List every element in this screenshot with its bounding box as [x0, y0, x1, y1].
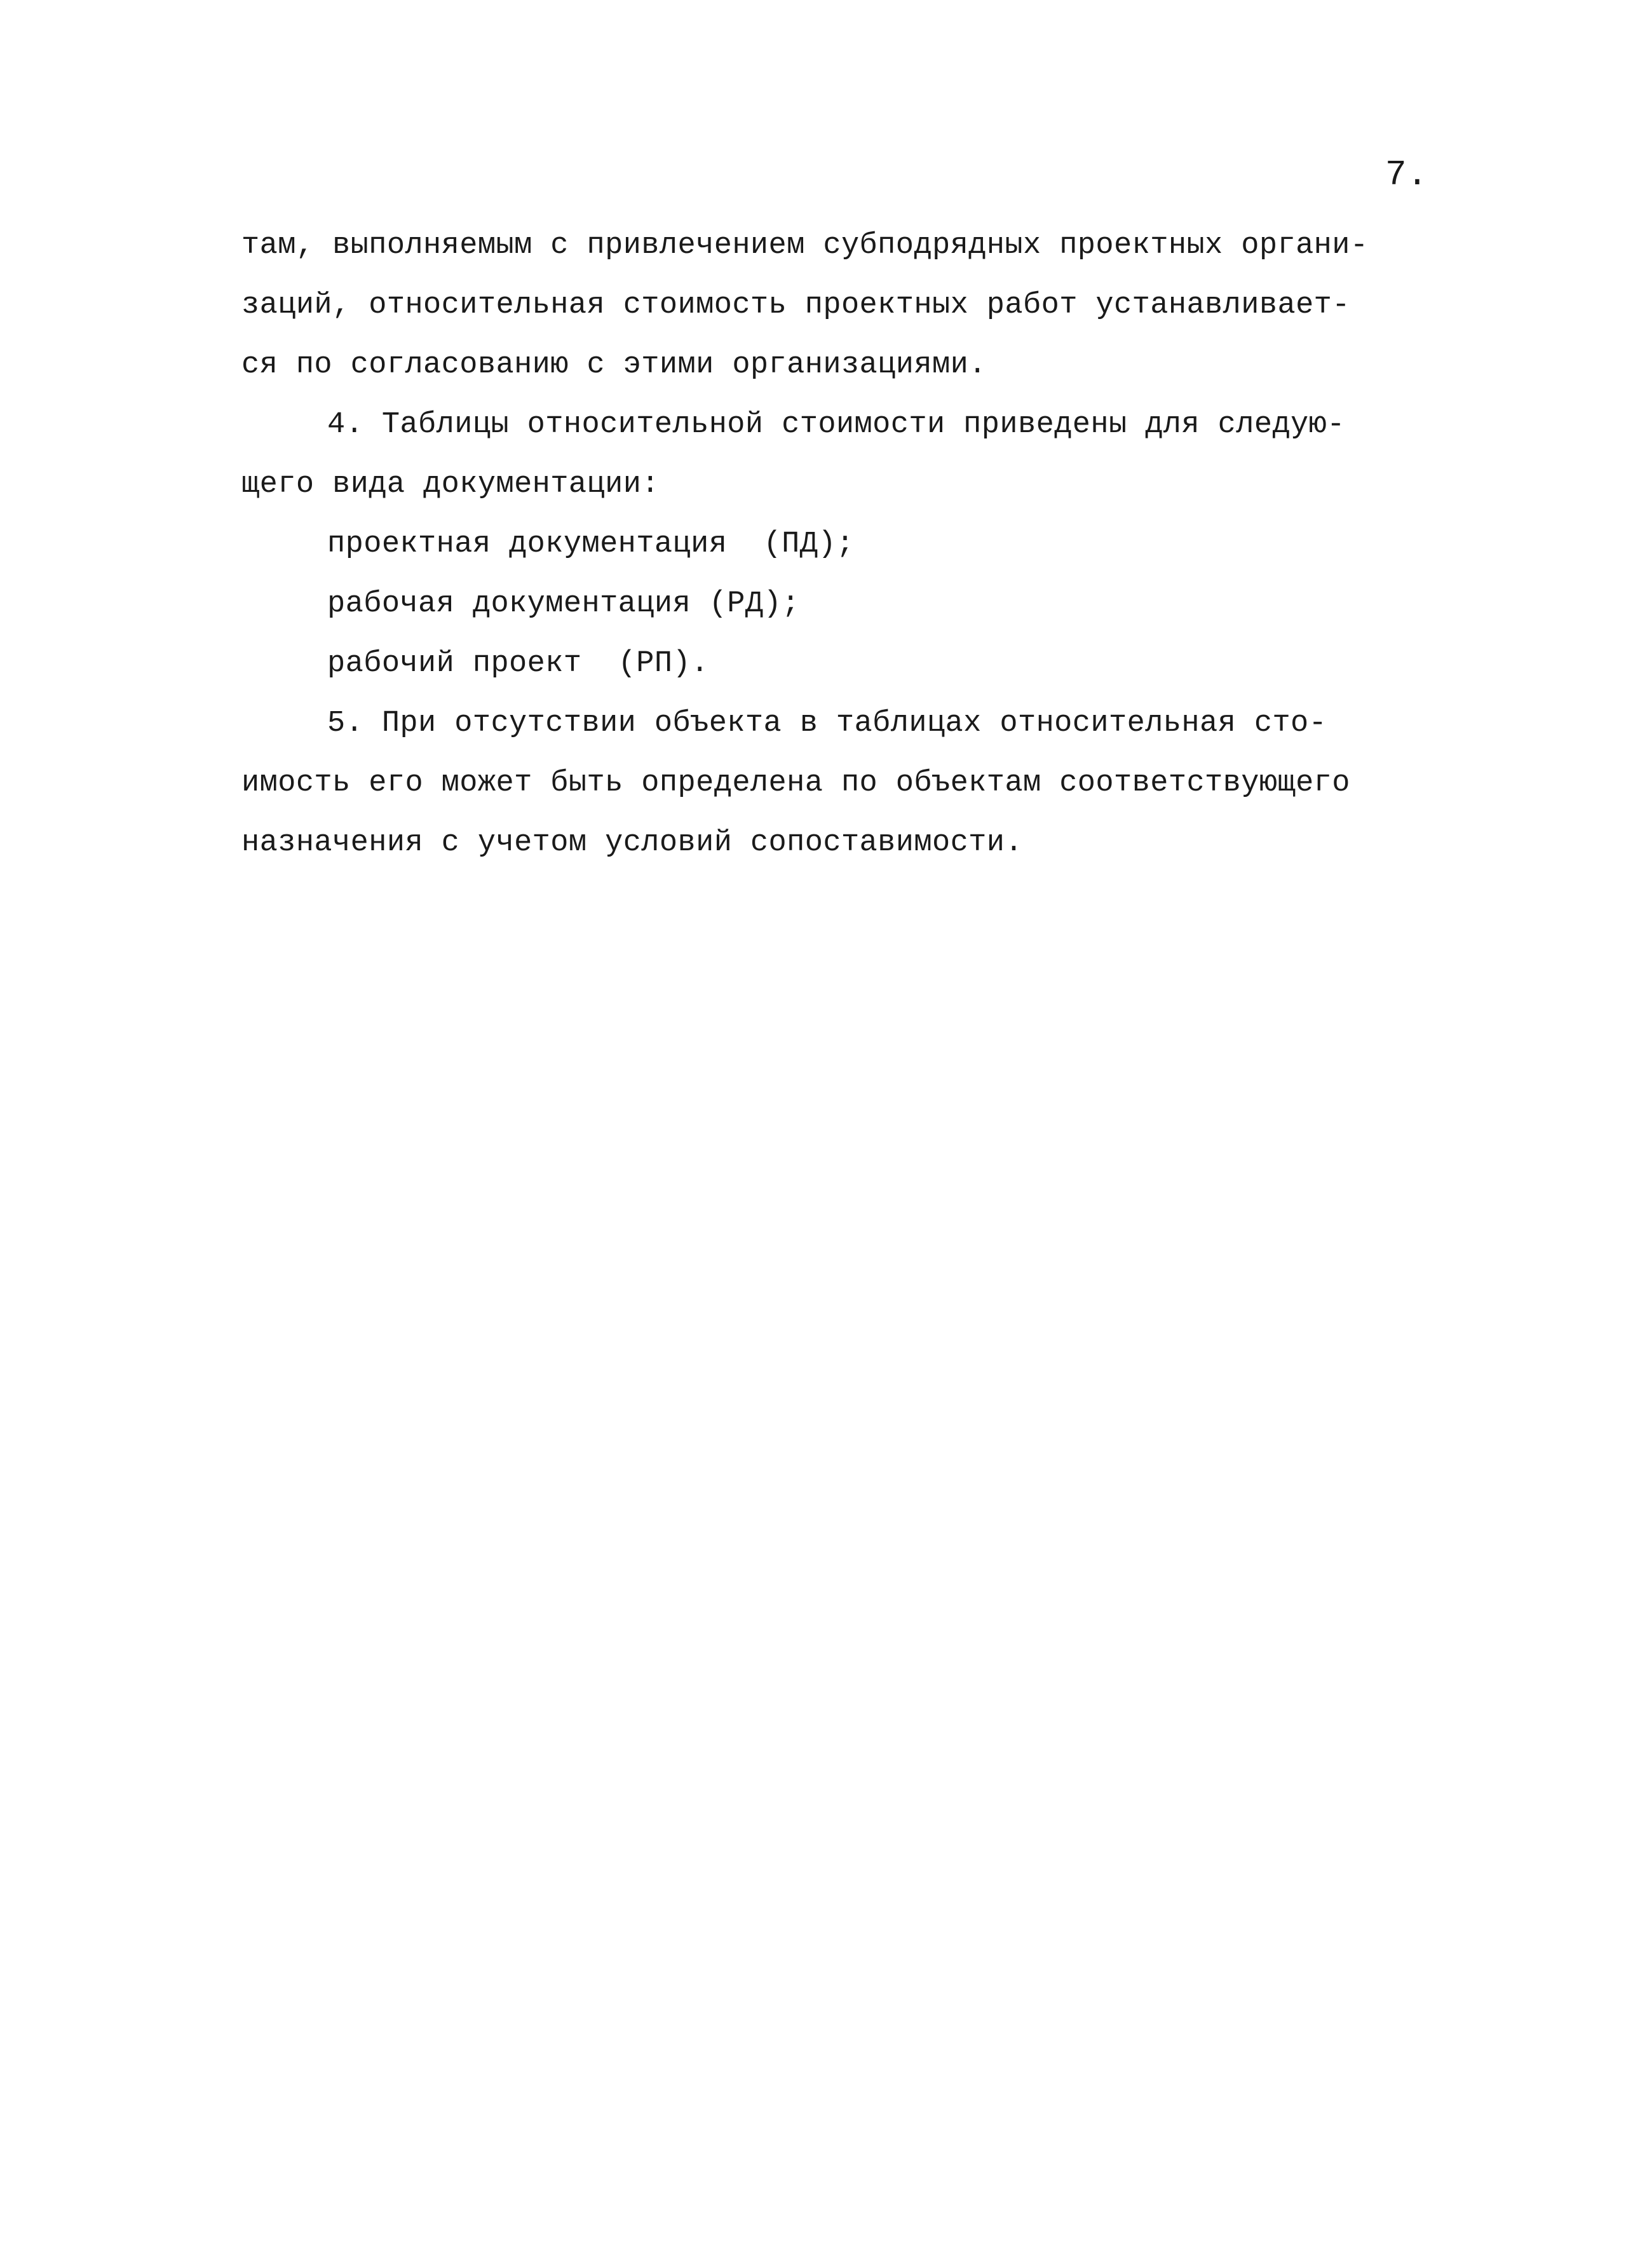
text-line: заций, относительная стоимость проектных работ устанавливает-	[241, 289, 1350, 322]
text-line: щего вида документации:	[241, 468, 660, 501]
text-line: ся по согласованию с этими организациями.	[241, 348, 987, 382]
text-line: назначения с учетом условий сопоставимости.	[241, 826, 1023, 860]
paragraph-4-start: 4. Таблицы относительной стоимости приведены для следую-	[327, 408, 1345, 442]
text-line: имость его может быть определена по объектам соответствующего	[241, 766, 1350, 800]
list-item-rd: рабочая документация (РД);	[327, 587, 800, 621]
text-line: там, выполняемым с привлечением субподрядных проектных органи-	[241, 229, 1369, 262]
paragraph-5-start: 5. При отсутствии объекта в таблицах относительная сто-	[327, 707, 1327, 740]
list-item-rp: рабочий проект (РП).	[327, 647, 709, 681]
document-body	[241, 216, 1385, 873]
list-item-pd: проектная документация (ПД);	[327, 527, 855, 561]
page-number: 7.	[1385, 154, 1428, 195]
